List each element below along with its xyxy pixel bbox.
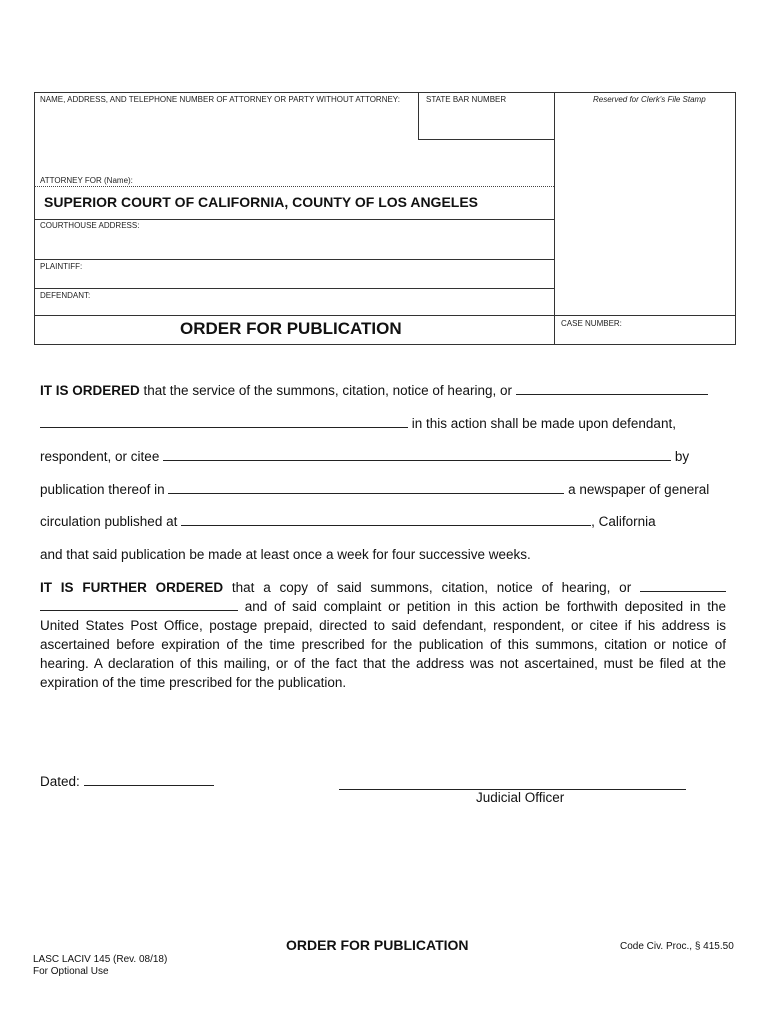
blank-newspaper-name[interactable] xyxy=(168,480,564,494)
it-is-further-ordered: IT IS FURTHER ORDERED xyxy=(40,580,224,595)
blank-service-doc-cont[interactable] xyxy=(40,414,408,428)
optional-use: For Optional Use xyxy=(33,966,109,977)
case-number-label: CASE NUMBER: xyxy=(561,319,622,328)
plaintiff-label: PLAINTIFF: xyxy=(40,262,83,271)
form-title: ORDER FOR PUBLICATION xyxy=(180,319,402,338)
further-line-1 xyxy=(40,578,726,598)
blank-further-doc-cont[interactable] xyxy=(40,597,238,611)
order-line-4-text: publication thereof in xyxy=(40,482,165,497)
defendant-divider xyxy=(34,315,736,316)
plaintiff-divider xyxy=(34,288,554,289)
order-line-5-text: circulation published at xyxy=(40,514,178,529)
order-line-2-text: in this action shall be made upon defendant, xyxy=(411,416,676,431)
further-line-2-text: and of said complaint or petition in this action be forthwith deposited in the xyxy=(244,599,726,614)
order-line-1-text: that the service of the summons, citation, notice of hearing, or xyxy=(143,383,512,398)
dated-row xyxy=(40,772,214,792)
attorney-for-label: ATTORNEY FOR (Name): xyxy=(40,176,133,185)
dated-label: Dated: xyxy=(40,774,80,789)
order-line-1 xyxy=(40,381,730,401)
order-line-4 xyxy=(40,480,730,500)
form-id: LASC LACIV 145 (Rev. 08/18) xyxy=(33,954,168,965)
further-paragraph-rest: United States Post Office, postage prepaid, directed to said defendant, respondent, or citee if his address is ascertained before expiration of the time prescribed for the publication of this summons, citation or notice of hearing. A declaration of this mailing, or of the fact that the address was not ascertained, must be filed at the expiration of the time prescribed for the publication. xyxy=(40,618,726,690)
blank-service-doc[interactable] xyxy=(516,381,708,395)
attorney-label: NAME, ADDRESS, AND TELEPHONE NUMBER OF ATTORNEY OR PARTY WITHOUT ATTORNEY: xyxy=(40,95,400,104)
clerk-column-divider xyxy=(554,92,555,345)
order-line-3 xyxy=(40,447,730,467)
attorney-for-divider xyxy=(34,186,554,187)
court-divider xyxy=(34,219,554,220)
dated-input[interactable] xyxy=(84,772,214,786)
blank-publication-city[interactable] xyxy=(181,512,591,526)
further-line-2 xyxy=(40,597,726,617)
defendant-label: DEFENDANT: xyxy=(40,291,91,300)
court-name: SUPERIOR COURT OF CALIFORNIA, COUNTY OF LOS ANGELES xyxy=(44,194,479,210)
code-citation: Code Civ. Proc., § 415.50 xyxy=(620,941,734,952)
blank-defendant-name[interactable] xyxy=(163,447,671,461)
clerk-stamp-label: Reserved for Clerk's File Stamp xyxy=(593,95,706,104)
judicial-officer-label: Judicial Officer xyxy=(476,790,565,805)
order-line-5-end: , California xyxy=(591,514,656,529)
footer-title: ORDER FOR PUBLICATION xyxy=(286,937,469,953)
order-line-4-end: a newspaper of general xyxy=(568,482,710,497)
blank-further-doc[interactable] xyxy=(640,578,726,592)
courthouse-label: COURTHOUSE ADDRESS: xyxy=(40,221,140,230)
order-line-3-end: by xyxy=(674,449,690,464)
order-line-5 xyxy=(40,512,730,532)
it-is-ordered: IT IS ORDERED xyxy=(40,383,140,398)
order-line-2 xyxy=(40,414,730,434)
order-line-6: and that said publication be made at least once a week for four successive weeks. xyxy=(40,547,531,562)
state-bar-label: STATE BAR NUMBER xyxy=(426,95,507,104)
further-line-1-text: that a copy of said summons, citation, notice of hearing, or xyxy=(231,580,632,595)
order-line-3-text: respondent, or citee xyxy=(40,449,160,464)
courthouse-divider xyxy=(34,259,554,260)
